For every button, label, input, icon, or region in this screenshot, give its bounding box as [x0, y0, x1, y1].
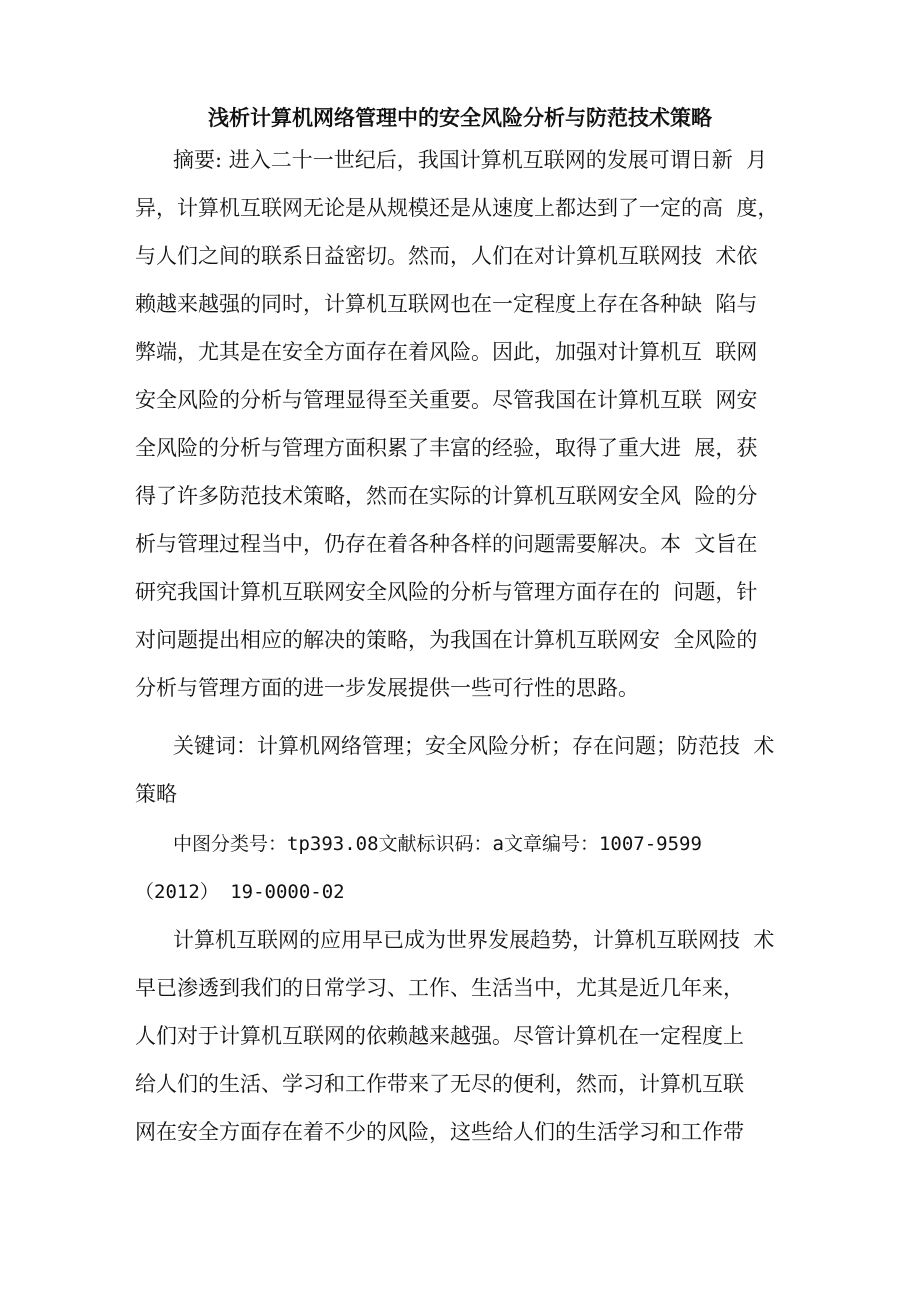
- abstract-line: 安全风险的分析与管理显得至关重要。尽管我国在计算机互联 网安: [135, 388, 758, 412]
- body-line: 网在安全方面存在着不少的风险，这些给人们的生活学习和工作带: [135, 1120, 744, 1144]
- document-title: 浅析计算机网络管理中的安全风险分析与防范技术策略: [208, 105, 712, 130]
- classification-line: 中图分类号：tp393.08文献标识码：a文章编号：1007-9599: [173, 833, 702, 855]
- body-line: 计算机互联网的应用早已成为世界发展趋势，计算机互联网技 术: [173, 928, 775, 952]
- abstract-line: 赖越来越强的同时，计算机互联网也在一定程度上存在各种缺 陷与: [135, 292, 758, 316]
- body-line: 早已渗透到我们的日常学习、工作、生活当中，尤其是近几年来，: [135, 976, 744, 1000]
- classification-paragraph: [135, 820, 785, 916]
- body-paragraph: [135, 916, 785, 1156]
- keywords-line: 关键词：计算机网络管理；安全风险分析；存在问题；防范技 术: [173, 734, 775, 758]
- abstract-line: 对问题提出相应的解决的策略，为我国在计算机互联网安 全风险的: [135, 628, 758, 652]
- abstract-line: 弊端，尤其是在安全方面存在着风险。因此，加强对计算机互 联网: [135, 340, 758, 364]
- body-line: 给人们的生活、学习和工作带来了无尽的便利，然而，计算机互联: [135, 1072, 744, 1096]
- abstract-line: 异，计算机互联网无论是从规模还是从速度上都达到了一定的高 度，: [135, 196, 779, 220]
- keywords-paragraph: [135, 722, 785, 818]
- abstract-line: 析与管理过程当中，仍存在着各种各样的问题需要解决。本 文旨在: [135, 532, 758, 556]
- abstract-line: 研究我国计算机互联网安全风险的分析与管理方面存在的 问题，针: [135, 580, 758, 604]
- classification-line: （2012） 19-0000-02: [135, 881, 345, 903]
- abstract-paragraph: [135, 136, 785, 712]
- abstract-line: 得了许多防范技术策略，然而在实际的计算机互联网安全风 险的分: [135, 484, 758, 508]
- body-line: 人们对于计算机互联网的依赖越来越强。尽管计算机在一定程度上: [135, 1024, 744, 1048]
- abstract-line: 全风险的分析与管理方面积累了丰富的经验，取得了重大进 展，获: [135, 436, 758, 460]
- keywords-line: 策略: [135, 782, 177, 806]
- abstract-line: 分析与管理方面的进一步发展提供一些可行性的思路。: [135, 676, 639, 700]
- abstract-line: 与人们之间的联系日益密切。然而，人们在对计算机互联网技 术依: [135, 244, 758, 268]
- abstract-line: 摘要: 进入二十一世纪后，我国计算机互联网的发展可谓日新 月: [173, 148, 768, 172]
